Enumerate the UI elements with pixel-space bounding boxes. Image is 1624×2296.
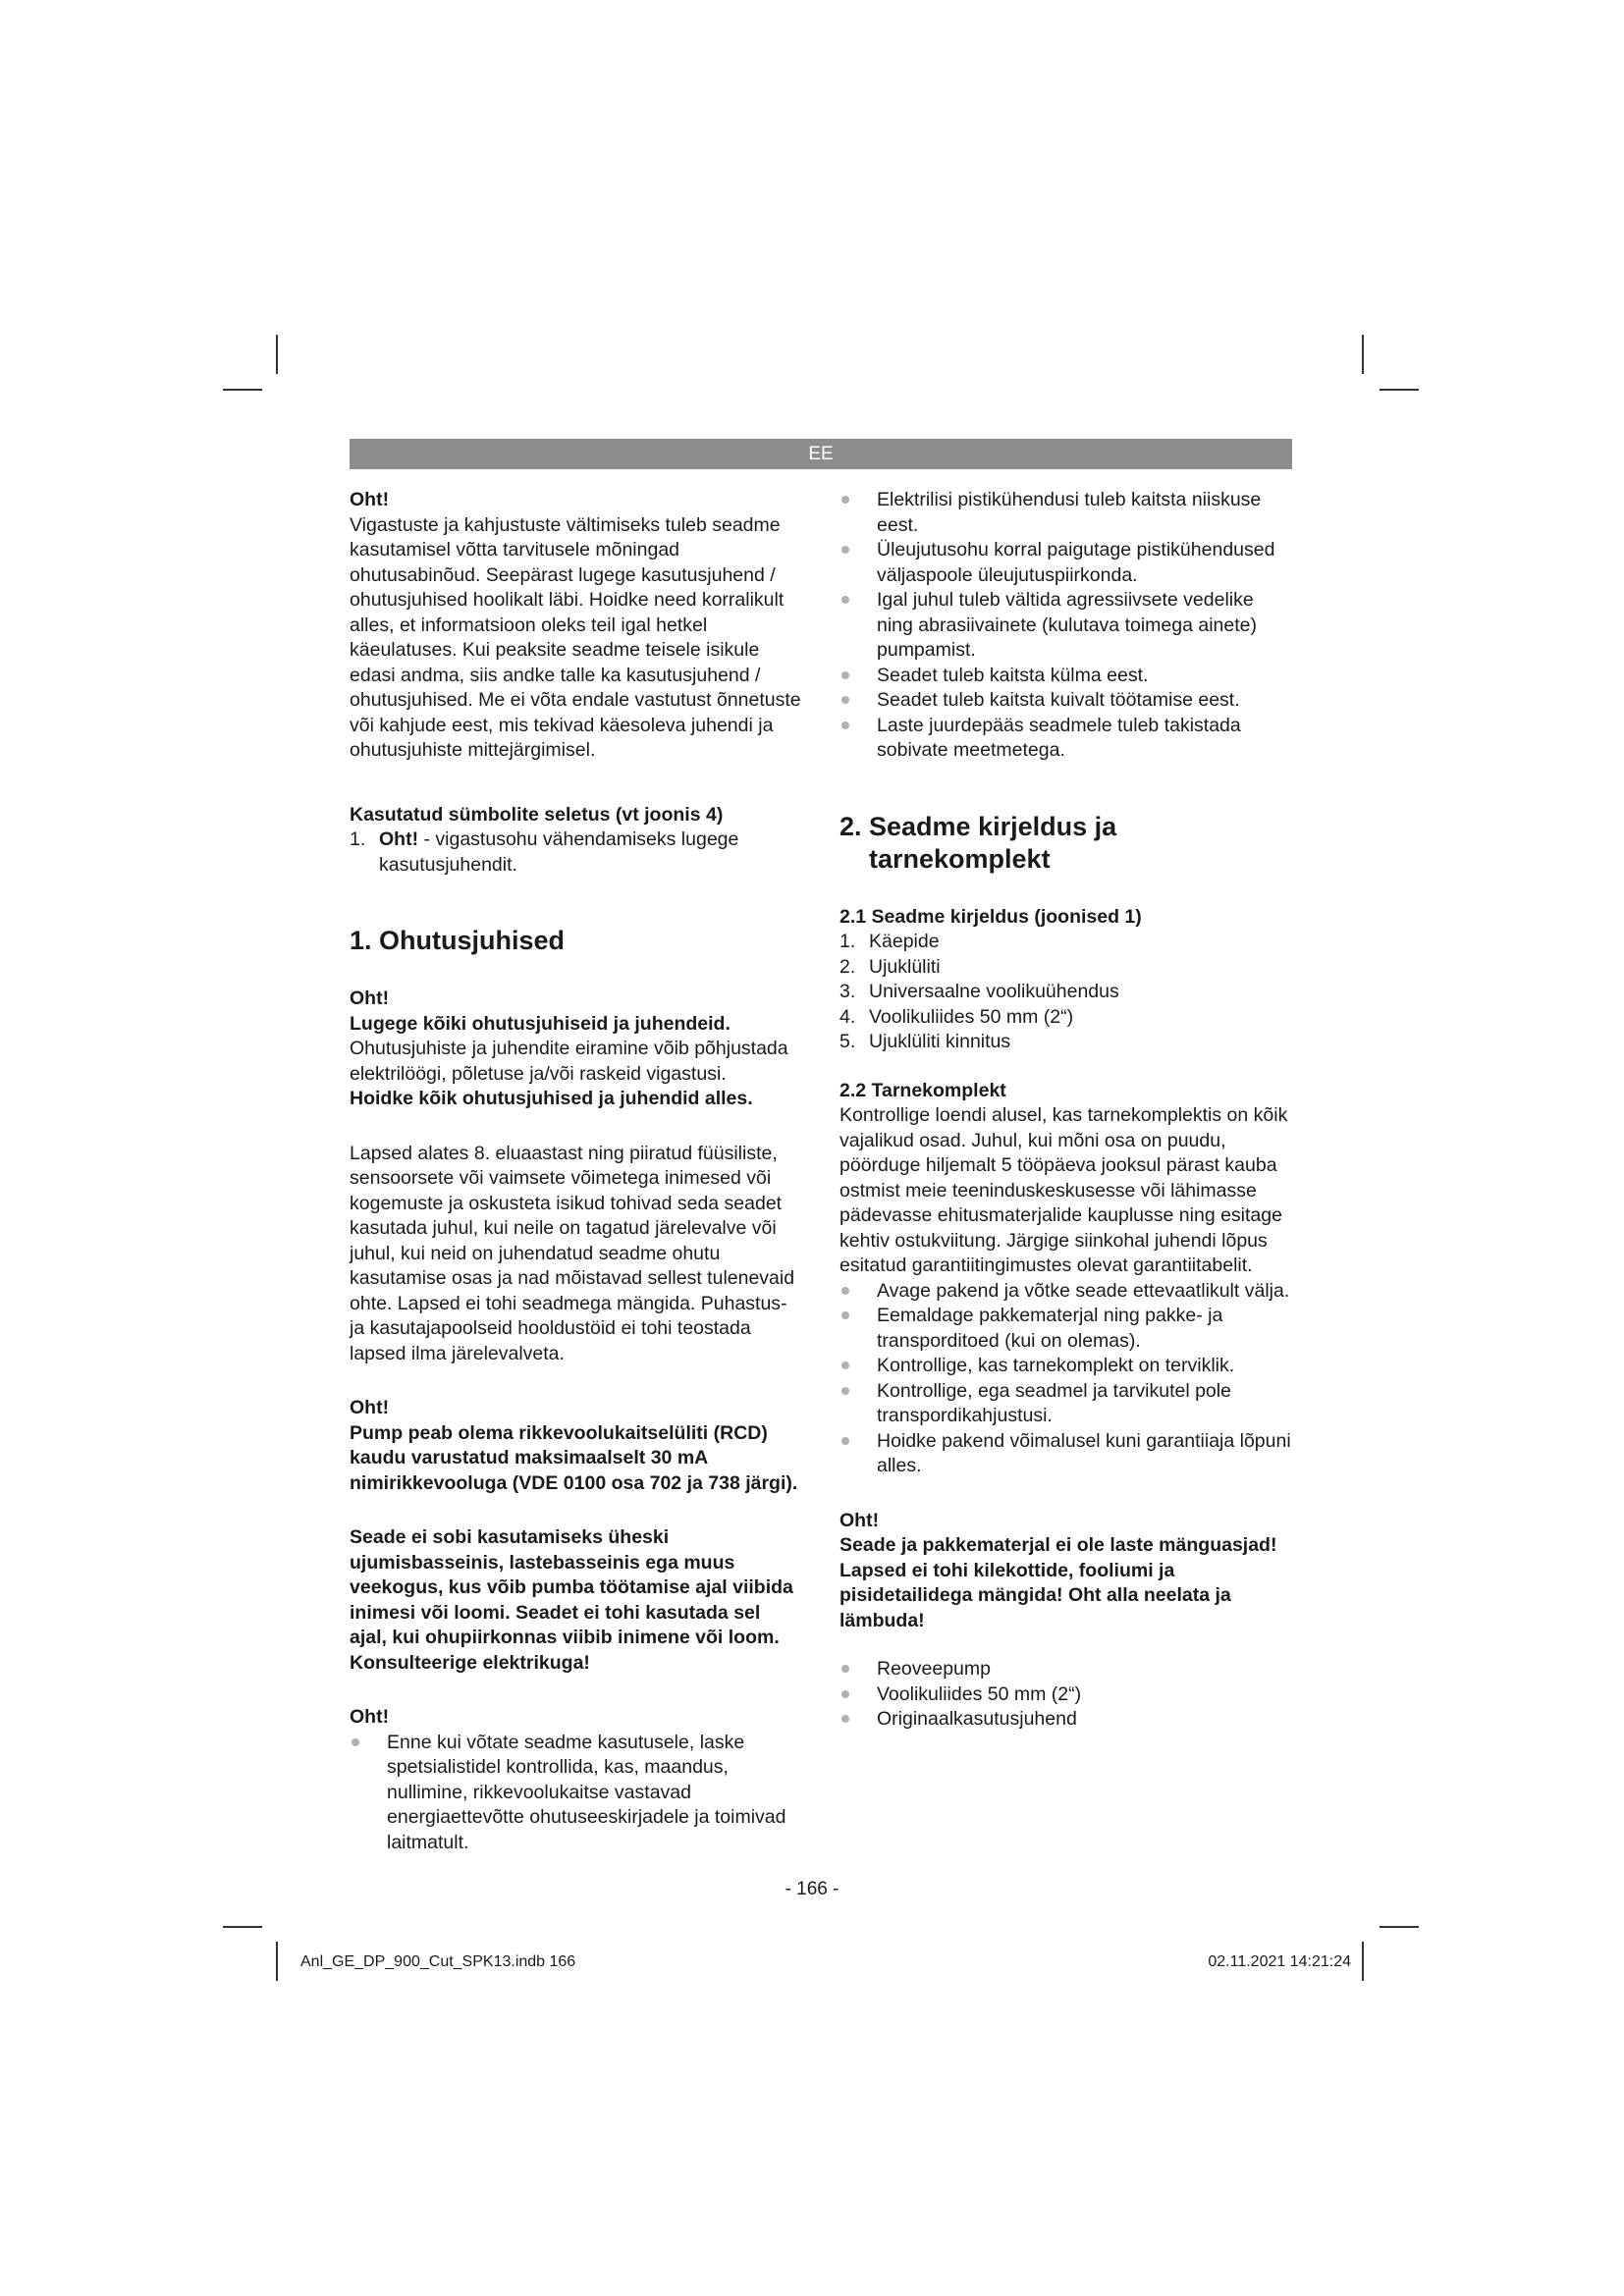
crop-mark [276,335,278,374]
delivery-paragraph: Kontrollige loendi alusel, kas tarnekomplektis on kõik vajalikud osad. Juhul, kui mõni osa on puudu, pöörduge hiljemalt 5 tööpäeva jooksul pärast kauba ostmist meie teeninduskeskusesse või lähimasse pädevasse ehitusmaterjalide kauplusse ning esitage kehtiv ostukviitung. Järgige siinkohal juhendi lõpus esitatud garantiitingimustes olevat garantiitabelit. [839,1104,1288,1276]
parts-list-item: 5. Ujuklüliti kinnitus [839,1031,1011,1052]
contents-bullet-list [839,1657,1293,1733]
warning-text: Ohutusjuhiste ja juhendite eiramine võib põhjustada elektrilöögi, põletuse ja/või raskeid vigastusi. [350,1038,788,1085]
subsection-2-1-title: 2.1 Seadme kirjeldus (joonised 1) [839,905,1142,928]
bullet-icon [841,596,849,604]
crop-mark [223,389,262,391]
page-number: - 166 - [785,1879,839,1899]
bullet-icon [841,1715,849,1723]
bullet-icon [841,1362,849,1369]
section-1-title: 1. Ohutusjuhised [350,926,566,955]
warning-bold-line: Hoidke kõik ohutusjuhised ja juhendid alles. [350,1088,753,1109]
subsection-2-2-title: 2.2 Tarnekomplekt [839,1079,1006,1101]
unpacking-bullet-list [839,1279,1293,1479]
bullet-icon [841,1690,849,1698]
right-column [839,488,1293,1733]
crop-mark [223,1926,262,1928]
bullet-icon [841,1387,849,1395]
parts-list-item: 3. Universaalne voolikuühendus [839,981,1119,1002]
bullet-icon [841,496,849,504]
pool-warning: Seade ei sobi kasutamiseks üheski ujumisbasseinis, lastebasseinis ega muus veekogus, kus võib pumba töötamise ajal viibida inimesi või loomi. Seadet ei tohi kasutada sel ajal, kui ohupiirkonnas viibib inimene või loom. Konsulteerige elektrikuga! [350,1526,793,1674]
crop-mark [1380,389,1419,391]
bullet-icon [841,546,849,554]
children-paragraph: Lapsed alates 8. eluaastast ning piiratud füüsiliste, sensoorsete või vaimsete võimetega inimesed või kogemuste ja oskusteta isikud tohivad seda seadet kasutada juhul, kui neile on tagatud järelevalve või juhul, kui neid on juhendatud seadme ohutu kasutamise osas ja nad mõistavad sellest tulenevaid ohte. Lapsed ei tohi seadmega mängida. Puhastus- ja kasutajapoolseid hooldustöid ei tohi teostada lapsed ilma järelevalveta. [350,1142,795,1364]
bullet-item: Igal juhul tuleb vältida agressiivsete vedelike ning abrasiivainete (kulutava toimega ainete) pumpamist. [839,588,1293,664]
warning-title: Oht! [350,489,390,510]
warning-title: Oht! [350,1706,390,1728]
bullet-item: Reoveepump [839,1657,1293,1682]
bullet-icon [841,671,849,679]
crop-mark [1362,1942,1364,1981]
warning-title: Oht! [350,1397,390,1418]
warning-text: Vigastuste ja kahjustuste vältimiseks tuleb seadme kasutamisel võtta tarvitusele mõningad ohutusabinõud. Seepärast lugege kasutusjuhend / ohutusjuhised hoolikalt läbi. Hoidke need korralikult alles, et informatsioon oleks teil igal hetkel käeulatuses. Kui peaksite seadme teisele isikule edasi andma, siis andke talle ka kasutusjuhend / ohutusjuhised. Me ei võta endale vastutust õnnetuste või kahjude eest, mis tekivad käesoleva juhendi ja ohutusjuhiste mittejärgimisel. [350,513,801,761]
bullet-item: Üleujutusohu korral paigutage pistikühendused väljaspoole üleujutuspiirkonda. [839,538,1293,588]
footer-timestamp: 02.11.2021 14:21:24 [1208,1953,1351,1970]
section-2-title: 2. Seadme kirjeldus ja tarnekomplekt [839,811,1117,874]
bullet-icon [841,1287,849,1295]
symbols-heading: Kasutatud sümbolite seletus (vt joonis 4) [350,803,724,826]
bullet-item: Enne kui võtate seadme kasutusele, laske spetsialistidel kontrollida, kas, maandus, nullimine, rikkevoolukaitse vastavad energiaettevõtte ohutuseeskirjadele ja toimivad laitmatult. [350,1731,801,1856]
bullet-item: Kontrollige, ega seadmel ja tarvikutel pole transpordikahjustusi. [839,1379,1293,1429]
bullet-icon [352,1738,359,1746]
bullet-item: Avage pakend ja võtke seade ettevaatlikult välja. [839,1279,1293,1305]
warning-title: Oht! [839,1509,880,1531]
bullet-icon [841,721,849,729]
parts-list [839,930,1293,1055]
parts-list-item: 1. Käepide [839,931,940,952]
crop-mark [1362,335,1364,374]
crop-mark [1380,1926,1419,1928]
packaging-warning: Seade ja pakkematerjal ei ole laste mänguasjad! Lapsed ei tohi kilekottide, fooliumi ja pisidetailidega mängida! Oht alla neelata ja lämbuda! [839,1534,1277,1631]
bullet-icon [841,1437,849,1445]
warning-title: Oht! [350,988,390,1009]
bullet-item: Eemaldage pakkematerjal ning pakke- ja transporditoed (kui on olemas). [839,1304,1293,1354]
parts-list-item: 2. Ujuklüliti [839,955,941,978]
symbols-list [350,828,801,878]
safety-bullet-list [839,488,1293,764]
rcd-warning: Pump peab olema rikkevoolukaitselüliti (RCD) kaudu varustatud maksimaalselt 30 mA nimirikkevooluga (VDE 0100 osa 702 ja 738 järgi). [350,1421,798,1494]
bullet-icon [841,1665,849,1673]
language-header-band: EE [350,439,1292,469]
bullet-item: Elektrilisi pistikühendusi tuleb kaitsta niiskuse eest. [839,488,1293,538]
footer-file-name: Anl_GE_DP_900_Cut_SPK13.indb 166 [300,1953,576,1970]
bullet-item: Laste juurdepääs seadmele tuleb takistada sobivate meetmetega. [839,714,1293,764]
parts-list-item: 4. Voolikuliides 50 mm (2“) [839,1005,1074,1028]
bullet-item: Hoidke pakend võimalusel kuni garantiiaja lõpuni alles. [839,1429,1293,1479]
bullet-item: Seadet tuleb kaitsta kuivalt töötamise eest. [839,688,1293,714]
warning-bold-line: Lugege kõiki ohutusjuhiseid ja juhendeid. [350,1012,731,1035]
bullet-item: Kontrollige, kas tarnekomplekt on terviklik. [839,1354,1293,1379]
left-column [350,488,801,1855]
bullet-icon [841,696,849,704]
warning-bullet-list [350,1731,801,1856]
bullet-item: Seadet tuleb kaitsta külma eest. [839,664,1293,689]
bullet-item: Originaalkasutusjuhend [839,1707,1293,1733]
bullet-icon [841,1311,849,1319]
bullet-item: Voolikuliides 50 mm (2“) [839,1682,1293,1708]
symbols-list-item: 1. Oht! - vigastusohu vähendamiseks lugege kasutusjuhendit. [350,828,739,876]
crop-mark [276,1942,278,1981]
